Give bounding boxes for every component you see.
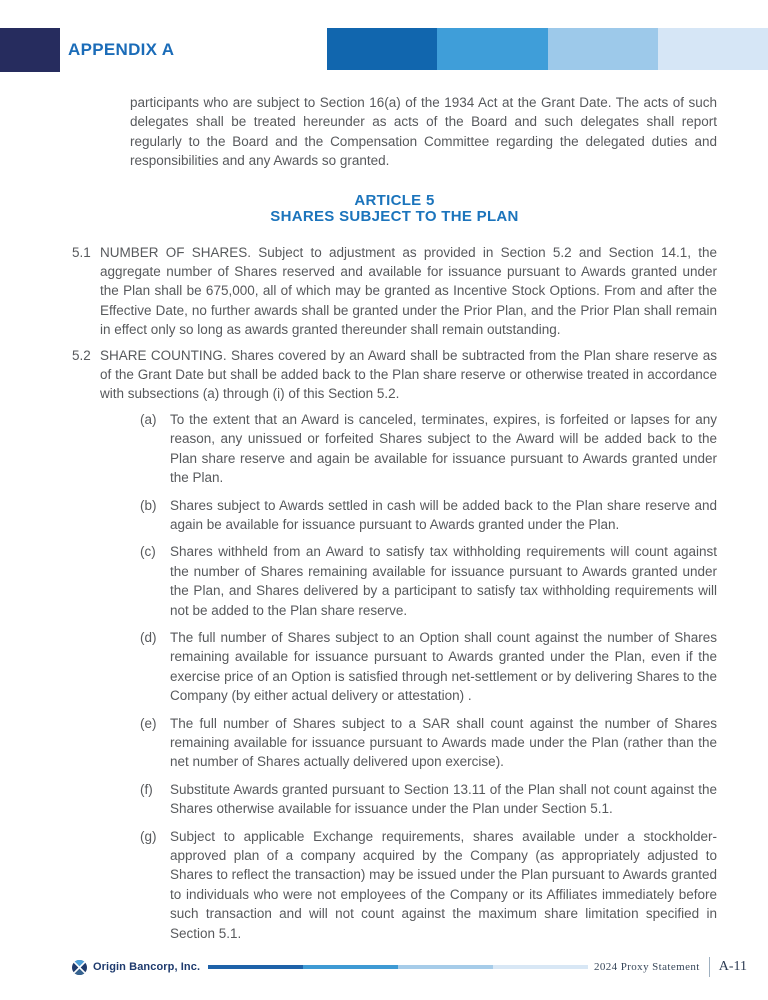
section-number: 5.1 <box>72 244 91 260</box>
subsection-e <box>140 714 717 772</box>
intro-paragraph: participants who are subject to Section 16(a) of the 1934 Act at the Grant Date. The acts of such delegates shall be treated hereunder as acts of the Board and such delegates shall report regularly to the Board and the Compensation Committee regarding the delegated duties and responsibilities and any Awards so granted. <box>130 95 717 169</box>
article-title-heading: SHARES SUBJECT TO THE PLAN <box>270 208 519 226</box>
subsection-c <box>140 542 717 620</box>
band-segment-2 <box>437 28 547 70</box>
subsection-text: Shares withheld from an Award to satisfy tax withholding requirements will count against the number of Shares remaining available for issuance pursuant to Awards granted under the Plan, and Shares delivered by a participant to satisfy tax withholding requirements will not be added to the Plan share reserve. <box>170 544 717 618</box>
subsection-label: (c) <box>140 544 156 560</box>
subsection-text: Shares subject to Awards settled in cash will be added back to the Plan share reserve and again be available for issuance pursuant to Awards granted under the Plan. <box>170 497 717 532</box>
header-gradient-band <box>327 28 768 70</box>
article-number-heading: ARTICLE 5 <box>354 191 435 209</box>
subsection-label: (g) <box>140 828 157 844</box>
subsection-text: To the extent that an Award is canceled, terminates, expires, is forfeited or lapses for any reason, any unissued or forfeited Shares subject to the Award will be added back to the Plan share reserve and again be available for issuance pursuant to Awards granted under the Plan. <box>170 411 717 486</box>
rule-segment-2 <box>303 965 398 969</box>
rule-segment-4 <box>493 965 588 969</box>
footer-company-name: Origin Bancorp, Inc. <box>93 961 201 973</box>
subsection-label: (f) <box>140 781 153 797</box>
subsection-b <box>140 496 717 535</box>
subsection-label: (b) <box>140 497 157 513</box>
subsection-f <box>140 780 717 819</box>
subsection-label: (e) <box>140 715 157 731</box>
section-5-2 <box>72 346 717 404</box>
article-heading <box>72 193 717 226</box>
footer-page-number: A-11 <box>718 959 747 974</box>
subsection-label: (a) <box>140 411 157 427</box>
section-number: 5.2 <box>72 347 91 363</box>
footer-divider <box>709 957 710 977</box>
subsection-d <box>140 628 717 706</box>
footer-gradient-rule <box>208 965 588 969</box>
header-accent-square <box>0 28 60 72</box>
page-footer <box>72 954 747 980</box>
origin-bancorp-logo-icon <box>72 960 87 975</box>
band-segment-4 <box>658 28 768 70</box>
section-text: SHARE COUNTING. Shares covered by an Award shall be subtracted from the Plan share reserve as of the Grant Date but shall be added back to the Plan share reserve or otherwise treated in accordance with subsections (a) through (i) of this Section 5.2. <box>100 347 717 402</box>
section-text: NUMBER OF SHARES. Subject to adjustment as provided in Section 5.2 and Section 14.1, the aggregate number of Shares reserved and available for issuance pursuant to Awards granted under the Plan shall be 675,000, all of which may be granted as Incentive Stock Options. From and after the Effective Date, no further awards shall be granted under the Prior Plan, and the Prior Plan shall remain in effect only so long as awards granted thereunder shall remain outstanding. <box>100 244 717 338</box>
subsection-text: Substitute Awards granted pursuant to Section 13.11 of the Plan shall not count against the Shares otherwise available for issuance under the Plan under Section 5.1. <box>170 781 717 817</box>
subsection-text: The full number of Shares subject to a SAR shall count against the number of Shares remaining available for issuance pursuant to Awards made under the Plan (rather than the net number of Shares actually delivered upon exercise). <box>170 715 717 770</box>
rule-segment-3 <box>398 965 493 969</box>
section-5-1 <box>72 243 717 340</box>
band-segment-3 <box>548 28 658 70</box>
band-segment-1 <box>327 28 437 70</box>
subsection-g <box>140 827 717 943</box>
subsection-a <box>140 410 717 488</box>
subsection-text: The full number of Shares subject to an Option shall count against the number of Shares remaining available for issuance pursuant to Awards granted under the Plan, even if the exercise price of an Option is satisfied through net-settlement or by delivering Shares to the Company (by either actual delivery or attestation) . <box>170 629 717 704</box>
subsection-text: Subject to applicable Exchange requirements, shares available under a stockholder-approved plan of a company acquired by the Company (as appropriately adjusted to Shares to reflect the transaction) may be issued under the Plan pursuant to Awards granted to individuals who were not employees of the Company or its Affiliates immediately before such transaction and will not count against the maximum share limitation specified in Section 5.1. <box>170 828 717 941</box>
appendix-title: APPENDIX A <box>68 40 175 59</box>
footer-document-label: 2024 Proxy Statement <box>593 961 700 973</box>
subsection-label: (d) <box>140 629 157 645</box>
rule-segment-1 <box>208 965 303 969</box>
document-body <box>72 93 717 951</box>
